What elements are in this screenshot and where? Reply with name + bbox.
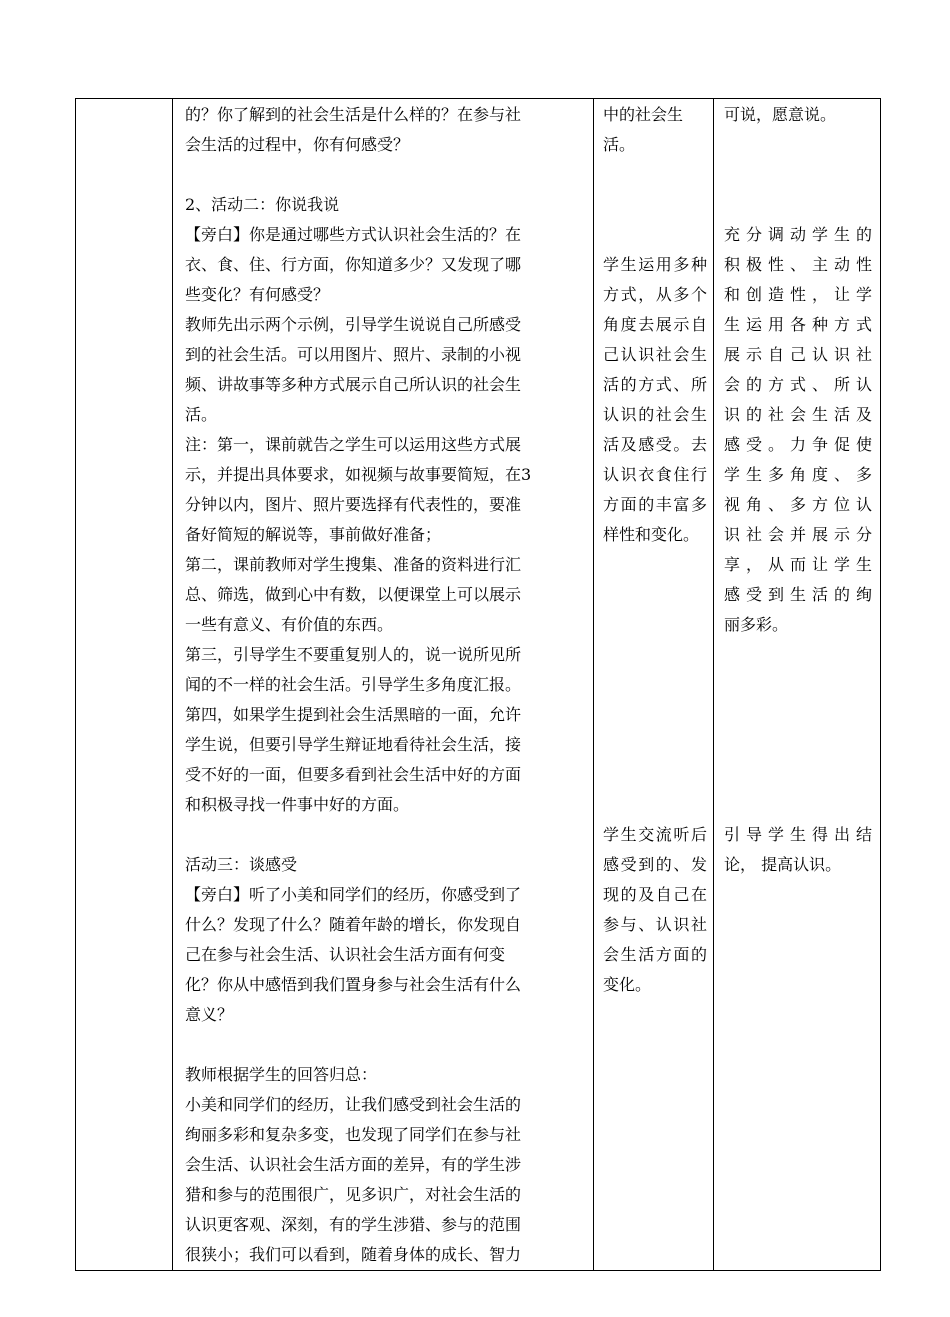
col3-line — [724, 130, 872, 160]
student-activity-text — [594, 99, 713, 1000]
table-row — [76, 99, 881, 1271]
col1-line: 第三，引导学生不要重复别人的，说一说所见所 — [185, 645, 522, 664]
col2-line: 活。 — [603, 135, 636, 154]
col3-line — [724, 790, 872, 820]
col3-line: 充分调动学生的 — [724, 225, 872, 244]
col1-line: 受不好的一面，但要多看到社会生活中好的方面 — [185, 765, 522, 784]
col3-line: 和创造性，让学 — [724, 285, 872, 304]
teaching-process-text — [173, 99, 593, 1270]
col1-line: 第二，课前教师对学生搜集、准备的资料进行汇 — [185, 555, 522, 574]
col1-line: 教师根据学生的回答归总： — [185, 1065, 378, 1084]
col3-line: 识的社会生活及 — [724, 405, 872, 424]
col1-line — [185, 160, 583, 190]
col2-line: 方式，从多个 — [603, 285, 707, 304]
col1-line: 的？你了解到的社会生活是什么样的？在参与社 — [185, 105, 522, 124]
col3-line: 感受。力争促使 — [724, 435, 872, 454]
col2-line — [603, 580, 707, 610]
col1-line: 【旁白】听了小美和同学们的经历，你感受到了 — [185, 885, 522, 904]
col3-line: 感受到生活的绚 — [724, 585, 872, 604]
col1-line: 化？你从中感悟到我们置身参与社会生活有什么 — [185, 975, 522, 994]
col3-line: 视角、多方位认 — [724, 495, 872, 514]
col1-line: 【旁白】你是通过哪些方式认识社会生活的？在 — [185, 225, 522, 244]
lesson-plan-table — [75, 98, 881, 1271]
col2-line: 感受到的、发 — [603, 855, 707, 874]
col1-line: 2、活动二：你说我说 — [185, 195, 340, 214]
col2-line — [603, 700, 707, 730]
col3-line: 享，从而让学生 — [724, 555, 872, 574]
col2-line: 中的社会生 — [603, 105, 684, 124]
col3-line: 丽多彩。 — [724, 615, 789, 634]
col3-line: 生运用各种方式 — [724, 315, 872, 334]
col1-line: 活动三：谈感受 — [185, 855, 298, 874]
col3-line — [724, 670, 872, 700]
col1-line: 备好简短的解说等，事前做好准备； — [185, 525, 442, 544]
col1-line: 认识更客观、深刻，有的学生涉猎、参与的范围 — [185, 1215, 522, 1234]
col1-line: 很狭小；我们可以看到，随着身体的成长、智力 — [185, 1245, 522, 1264]
design-intent-text — [714, 99, 880, 880]
col2-line — [603, 790, 707, 820]
col3-line — [724, 700, 872, 730]
col1-line: 些变化？有何感受？ — [185, 285, 330, 304]
col1-line: 和积极寻找一件事中好的方面。 — [185, 795, 410, 814]
col2-line: 变化。 — [603, 975, 652, 994]
student-activity-column — [594, 99, 714, 1271]
col2-line: 参与、认识社 — [603, 915, 707, 934]
design-intent-column — [714, 99, 881, 1271]
col2-line: 学生交流听后 — [603, 825, 707, 844]
col3-line — [724, 640, 872, 670]
col1-line: 一些有意义、有价值的东西。 — [185, 615, 394, 634]
col1-line: 意义？ — [185, 1005, 234, 1024]
col1-line: 猎和参与的范围很广，见多识广，对社会生活的 — [185, 1185, 522, 1204]
col2-line: 角度去展示自 — [603, 315, 707, 334]
col2-line — [603, 730, 707, 760]
col1-line: 总、筛选，做到心中有数，以便课堂上可以展示 — [185, 585, 522, 604]
col2-line: 样性和变化。 — [603, 525, 700, 544]
col1-line: 到的社会生活。可以用图片、照片、录制的小视 — [185, 345, 522, 364]
col2-line: 会生活方面的 — [603, 945, 707, 964]
col1-line — [185, 1030, 583, 1060]
empty-left-column — [76, 99, 173, 1271]
col1-line: 第四，如果学生提到社会生活黑暗的一面，允许 — [185, 705, 522, 724]
col1-line: 小美和同学们的经历，让我们感受到社会生活的 — [185, 1095, 522, 1114]
col3-line — [724, 190, 872, 220]
col3-line: 会的方式、所认 — [724, 375, 872, 394]
col1-line: 会生活的过程中，你有何感受？ — [185, 135, 410, 154]
col2-line — [603, 160, 707, 190]
col2-line: 活及感受。去 — [603, 435, 707, 454]
col3-line: 识社会并展示分 — [724, 525, 872, 544]
col2-line — [603, 190, 707, 220]
col1-line: 会生活、认识社会生活方面的差异，有的学生涉 — [185, 1155, 522, 1174]
col1-line: 己在参与社会生活、认识社会生活方面有何变 — [185, 945, 506, 964]
col3-line: 可说，愿意说。 — [724, 105, 837, 124]
col2-line — [603, 640, 707, 670]
col1-line: 教师先出示两个示例，引导学生说说自己所感受 — [185, 315, 522, 334]
col2-line — [603, 760, 707, 790]
col2-line: 己认识社会生 — [603, 345, 707, 364]
col1-line: 分钟以内，图片、照片要选择有代表性的，要准 — [185, 495, 522, 514]
col2-line: 认识的社会生 — [603, 405, 707, 424]
col2-line — [603, 670, 707, 700]
col1-line: 衣、食、住、行方面，你知道多少？又发现了哪 — [185, 255, 522, 274]
teaching-process-column — [173, 99, 594, 1271]
col1-line: 示，并提出具体要求，如视频与故事要简短，在3 — [185, 465, 532, 484]
col1-line: 频、讲故事等多种方式展示自己所认识的社会生 — [185, 375, 522, 394]
col3-line: 学生多角度、多 — [724, 465, 872, 484]
col2-line: 认识衣食住行 — [603, 465, 707, 484]
col1-line — [185, 820, 583, 850]
col2-line: 方面的丰富多 — [603, 495, 707, 514]
col3-line: 积极性、主动性 — [724, 255, 872, 274]
col1-line: 学生说，但要引导学生辩证地看待社会生活，接 — [185, 735, 522, 754]
col3-line: 展示自己认识社 — [724, 345, 872, 364]
col3-line: 论， 提高认识。 — [724, 855, 842, 874]
col1-line: 闻的不一样的社会生活。引导学生多角度汇报。 — [185, 675, 522, 694]
col3-line: 引导学生得出结 — [724, 825, 872, 844]
col2-line: 学生运用多种 — [603, 255, 707, 274]
col2-line — [603, 610, 707, 640]
col3-line — [724, 730, 872, 760]
col1-line: 绚丽多彩和复杂多变，也发现了同学们在参与社 — [185, 1125, 522, 1144]
col3-line — [724, 160, 872, 190]
col1-line: 注：第一，课前就告之学生可以运用这些方式展 — [185, 435, 522, 454]
col3-line — [724, 760, 872, 790]
col2-line: 现的及自己在 — [603, 885, 707, 904]
col2-line — [603, 550, 707, 580]
col1-line: 什么？发现了什么？随着年龄的增长，你发现自 — [185, 915, 522, 934]
col2-line: 活的方式、所 — [603, 375, 707, 394]
col1-line: 活。 — [185, 405, 218, 424]
col2-line — [603, 220, 707, 250]
